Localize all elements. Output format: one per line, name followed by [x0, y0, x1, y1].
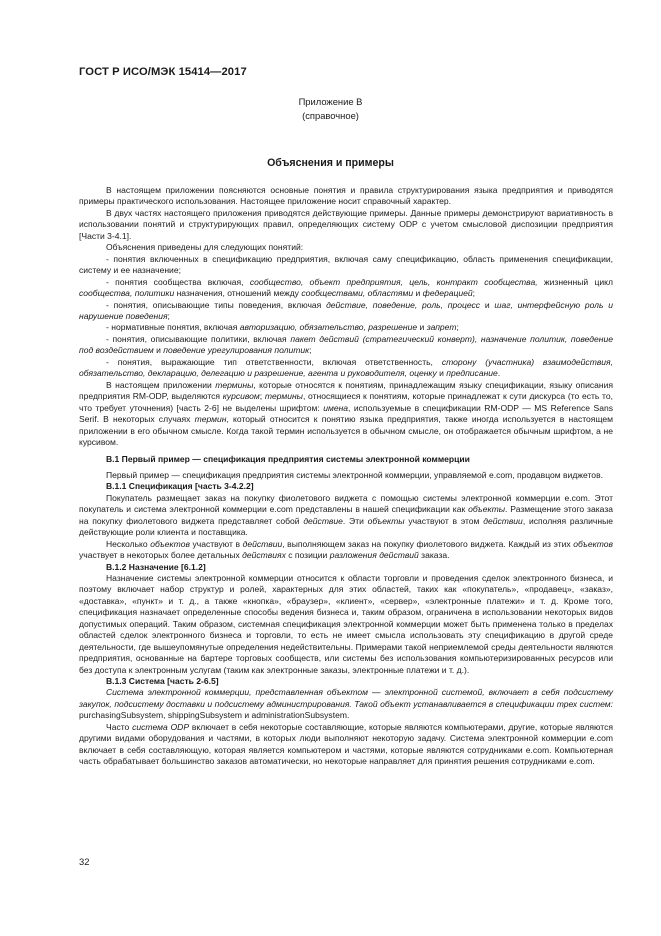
- italic-term: действие: [303, 515, 343, 526]
- italic-term: запрет: [426, 322, 457, 333]
- page-number: 32: [79, 856, 90, 867]
- text-run: ;: [456, 322, 459, 333]
- text-run: , который относится к понятию языка предприятия, также иногда используется в настоящем приложении в его обычном смысле. Когда такой термин используется в обычном смысле, он отображается обычным шрифтом, а не курсивом.: [79, 414, 614, 447]
- subsection-heading: [79, 481, 613, 492]
- paragraph: [79, 493, 613, 539]
- italic-term: действии: [483, 515, 523, 526]
- italic-term: действие, поведение, роль, процесс: [326, 299, 481, 310]
- text-run: и: [480, 299, 495, 310]
- text-run: участвуют в этом: [404, 515, 484, 526]
- text-run: , которые относятся к понятиям, принадлежащим языку спецификации, языку описания предприятия RM-ODP, выделяются: [79, 379, 613, 402]
- italic-term: объектов: [573, 538, 613, 549]
- list-item: [79, 254, 613, 277]
- text-run: участвует в некоторых более детальных: [79, 550, 243, 561]
- paragraph: [79, 185, 613, 208]
- italic-term: система ODP: [132, 721, 190, 732]
- text-run: участвуют в: [189, 538, 243, 549]
- text-run: и: [417, 322, 427, 333]
- text-run: - понятия сообщества включая,: [106, 276, 250, 287]
- list-item: [79, 334, 613, 357]
- text-run: ;: [472, 288, 476, 299]
- text-run: Назначение системы электронной коммерции относится к области торговли и проведения сделок электронного бизнеса, и поэтому включает набор структур и ролей, характерных для этих областей, таких как «покупатель», «продавец», «заказ», «доставка», «пункт» и т. д., а также «кнопка», «браузер», «клиент», «сервер», «электронные платежи» и т. д. Кроме того, спецификация назначает определенные способы ведения бизнеса и, таким образом, ограничена в использовании некоторых видов допустимых операций. Таким образом, системная спецификация электронной коммерции может быть применена только в пределах областей сделок электронного бизнеса и торговли, то есть не имеет смысла использовать эту спецификацию в другой среде деятельности, где вышеупомянутые определения недействительны. Примерами такой неприемлемой среды деятельности являются предприятия, основанные на бартере торговых сообществ, или системы без использования компьютеризированных ресурсов или без доступа к электронным услугам (таким как электронные заказы, электронные платежи и т. д.).: [79, 572, 613, 675]
- text-run: - нормативные понятия, включая: [106, 322, 240, 333]
- italic-term: разложения действий: [329, 550, 419, 561]
- subsection-heading: [79, 562, 613, 573]
- italic-term: термин: [194, 414, 227, 425]
- text-run: Часто: [106, 721, 133, 732]
- text-run: Объяснения приведены для следующих понятий:: [106, 242, 304, 253]
- text-run: - понятия, описывающие политики, включая: [106, 333, 291, 344]
- text-run: В.1.2 Назначение [6.1.2]: [106, 561, 206, 572]
- italic-term: сообществами, областями: [301, 288, 414, 299]
- text-run: , используемые в спецификации RM-ODP — MS Reference Sans Serif. В некоторых случаях: [79, 402, 613, 425]
- text-run: В настоящем приложении: [106, 379, 216, 390]
- italic-term: термины: [264, 391, 303, 402]
- text-run: - понятия включенных в спецификацию предприятия, включая саму спецификацию, область применения спецификации, систему и ее назначение;: [79, 253, 613, 276]
- standard-header: ГОСТ Р ИСО/МЭК 15414—2017: [79, 66, 247, 78]
- text-run: и: [413, 288, 423, 299]
- text-run: Несколько: [106, 538, 151, 549]
- text-run: ;: [167, 310, 170, 321]
- text-run: В двух частях настоящего приложения приводятся действующие примеры. Данные примеры демонстрируют вариативность в использовании понятий и структурирующих правил, определяющих систему ODP с учетом смысловой диспозиции предприятия [Части 3-4.1].: [79, 207, 613, 241]
- text-run: В настоящем приложении поясняются основные понятия и правила структурирования языка предприятия и приводятся примеры практического использования. Настоящее приложение носит справочный характер.: [79, 185, 613, 207]
- list-item: [79, 277, 613, 300]
- text-run: , исполняя различные действующие роли клиента и поставщика.: [79, 515, 613, 538]
- text-run: .: [497, 368, 501, 379]
- list-item: [79, 357, 613, 380]
- text-run: - понятия, описывающие типы поведения, включая: [106, 299, 327, 310]
- document-body: [79, 185, 613, 768]
- italic-term: сторону (участника) взаимодействия, обязательство, декларацию, делегацию и разрешение, агента и руководителя, оценку: [79, 356, 613, 379]
- italic-term: действиях: [242, 550, 286, 561]
- paragraph: [79, 573, 613, 676]
- italic-term: предписание: [446, 368, 498, 379]
- italic-term: термины: [215, 379, 254, 390]
- italic-term: сообщество, объект предприятия, цель, контракт сообщества,: [249, 276, 538, 287]
- italic-term: объекты: [367, 515, 405, 526]
- text-run: заказа.: [418, 550, 450, 561]
- text-run: . Эти: [342, 515, 368, 526]
- section-heading: [79, 454, 613, 465]
- text-run: ;: [259, 391, 265, 402]
- text-run: ;: [309, 345, 312, 356]
- section-title: Объяснения и примеры: [267, 157, 394, 169]
- text-run: , выполняющем заказ на покупку фиолетового виджета. Каждый из этих: [282, 538, 574, 549]
- text-run: Первый пример — спецификация предприятия системы электронной коммерции, управляемой e.com, продавцом виджетов.: [106, 469, 603, 480]
- text-run: В.1.3 Система [часть 2-6.5]: [106, 676, 219, 687]
- text-run: В.1 Первый пример — спецификация предприятия системы электронной коммерции: [106, 454, 470, 465]
- text-run: с позиции: [285, 550, 330, 561]
- text-run: purchasingSubsystem, shippingSubsystem и administrationSubsystem.: [79, 710, 350, 721]
- paragraph: [79, 380, 613, 449]
- italic-term: действии: [242, 538, 283, 549]
- appendix-type: (справочное): [302, 110, 359, 121]
- text-run: и: [436, 368, 447, 379]
- italic-term: федерацией: [422, 288, 473, 299]
- italic-term: курсивом: [222, 391, 260, 402]
- text-run: В.1.1 Спецификация [часть 3-4.2.2]: [106, 481, 254, 492]
- italic-term: поведение урегулирования политик: [163, 345, 310, 356]
- text-run: Покупатель размещает заказ на покупку фиолетового виджета с помощью системы электронной коммерции e.com. Этот покупатель и система электронной коммерции e.com представлены в нашей спецификации как: [79, 492, 613, 515]
- paragraph: [79, 470, 613, 481]
- text-run: включает в себя некоторые составляющие, которые являются компьютерами, другие, которые являются другими видами оборудования и частями, в которых люди выполняют некоторую задачу. Система электронной коммерции e.com включает в себя составляющую, которая является компьютером и частями, которые являются сотрудниками e.com. Компьютерная часть обрабатывает большинство заказов автоматически, но некоторые направляет для принятия решения сотрудниками e.com.: [79, 721, 613, 767]
- italic-term: объектов: [150, 538, 190, 549]
- italic-term: имена: [323, 402, 349, 413]
- text-run: - понятия, выражающие тип ответственности, включая ответственность,: [106, 356, 442, 367]
- list-item: [79, 322, 613, 333]
- italic-term: сообщества, политики: [79, 288, 175, 299]
- text-run: назначения, отношений между: [174, 288, 302, 299]
- paragraph: [79, 722, 613, 768]
- paragraph: [79, 539, 613, 562]
- paragraph: [79, 208, 613, 242]
- paragraph: [79, 242, 613, 253]
- paragraph: [79, 687, 613, 721]
- text-run: и: [153, 345, 164, 356]
- italic-term: Система электронной коммерции, представленная объектом — электронной системой, включает в себя подсистему закупок, подсистему доставки и подсистему администрирования. Такой объект устанавливается в спецификации трех систем:: [79, 687, 613, 709]
- italic-term: пакет действий (стратегический конверт), назначение политик, поведение под воздействием: [79, 333, 613, 356]
- text-run: , относящиеся к понятиям, которые принадлежат к сути дискурса (то есть то, что требует уточнения) [часть 2-6] не выделены шрифтом:: [79, 391, 613, 413]
- appendix-label: Приложение В: [298, 96, 363, 107]
- text-run: . Размещение этого заказа на покупку фиолетового виджета представляет собой: [79, 504, 613, 526]
- subsection-heading: [79, 676, 613, 687]
- text-run: жизненный цикл: [537, 276, 613, 287]
- italic-term: авторизацию, обязательство, разрешение: [239, 322, 418, 333]
- italic-term: шаг, интерфейсную роль и нарушение поведения: [79, 299, 613, 321]
- list-item: [79, 300, 613, 323]
- italic-term: объекты: [468, 504, 505, 515]
